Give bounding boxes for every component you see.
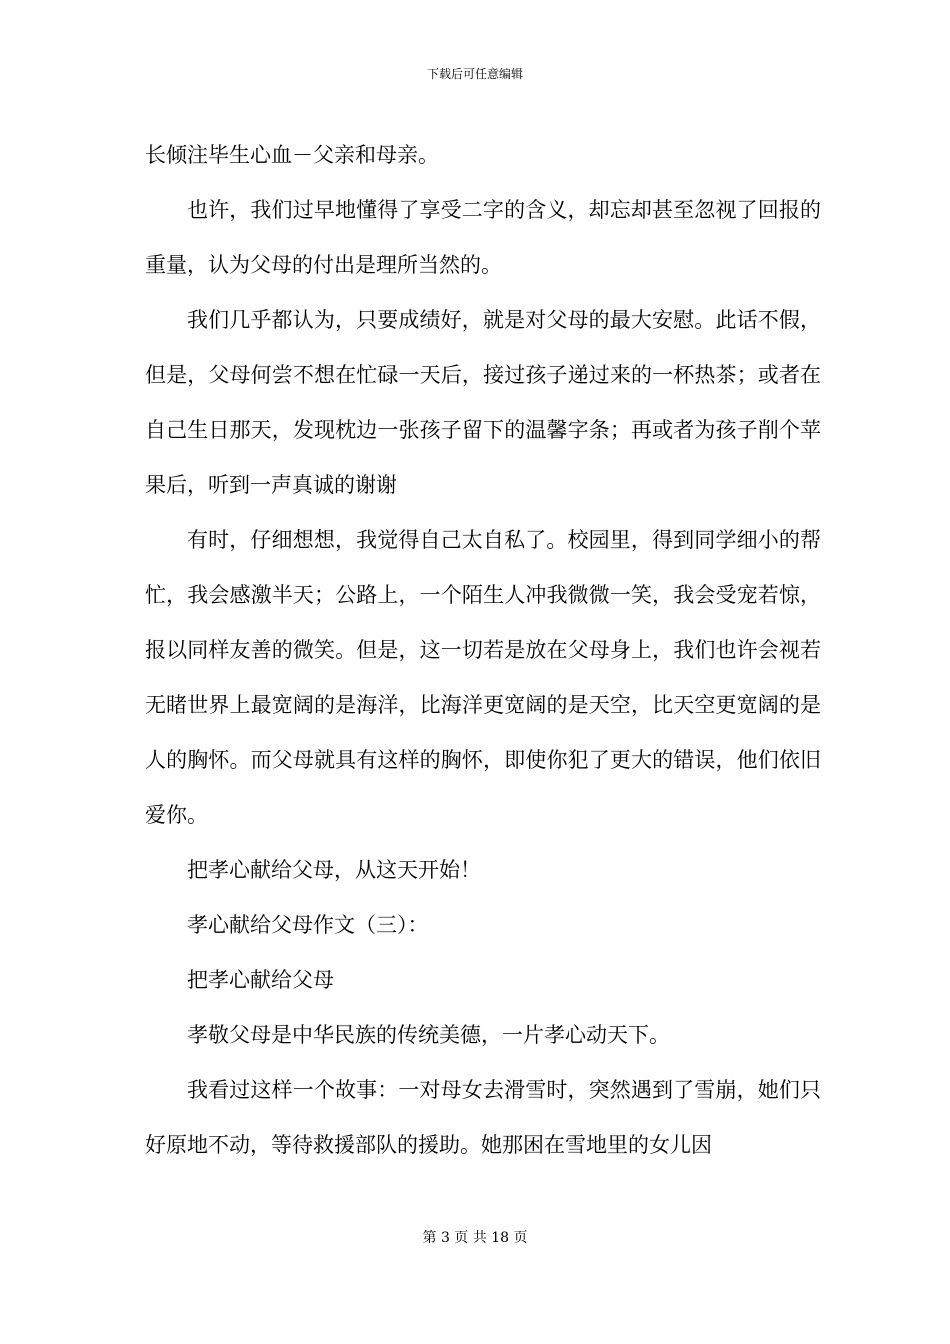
paragraph-continuation: 长倾注毕生心血－父亲和母亲。 [145, 143, 439, 167]
page-number-footer: 第 3 页 共 18 页 [422, 1230, 528, 1246]
paragraph: 孝敬父母是中华民族的传统美德，一片孝心动天下。 [187, 1023, 670, 1047]
document-body [145, 128, 821, 1173]
paragraph: 把孝心献给父母，从这天开始！ [187, 858, 481, 882]
section-heading: 孝心献给父母作文（三）： [187, 913, 429, 937]
paragraph: 也许，我们过早地懂得了享受二字的含义，却忘却甚至忽视了回报的重量，认为父母的付出是理所当然的。 [145, 198, 821, 277]
page-header-note: 下载后可任意编辑 [426, 67, 523, 81]
essay-title: 把孝心献给父母 [187, 968, 334, 992]
paragraph: 有时，仔细想想，我觉得自己太自私了。校园里，得到同学细小的帮忙，我会感激半天；公路上，一个陌生人冲我微微一笑，我会受宠若惊，报以同样友善的微笑。但是，这一切若是放在父母身上，我们也许会视若无睹世界上最宽阔的是海洋，比海洋更宽阔的是天空，比天空更宽阔的是人的胸怀。而父母就具有这样的胸怀，即使你犯了更大的错误，他们依旧爱你。 [145, 528, 821, 827]
paragraph: 我们几乎都认为，只要成绩好，就是对父母的最大安慰。此话不假，但是，父母何尝不想在忙碌一天后，接过孩子递过来的一杯热茶；或者在自己生日那天，发现枕边一张孩子留下的温馨字条；再或者为孩子削个苹果后，听到一声真诚的谢谢 [145, 308, 821, 497]
paragraph: 我看过这样一个故事：一对母女去滑雪时，突然遇到了雪崩，她们只好原地不动，等待救援部队的援助。她那困在雪地里的女儿因 [145, 1078, 821, 1157]
